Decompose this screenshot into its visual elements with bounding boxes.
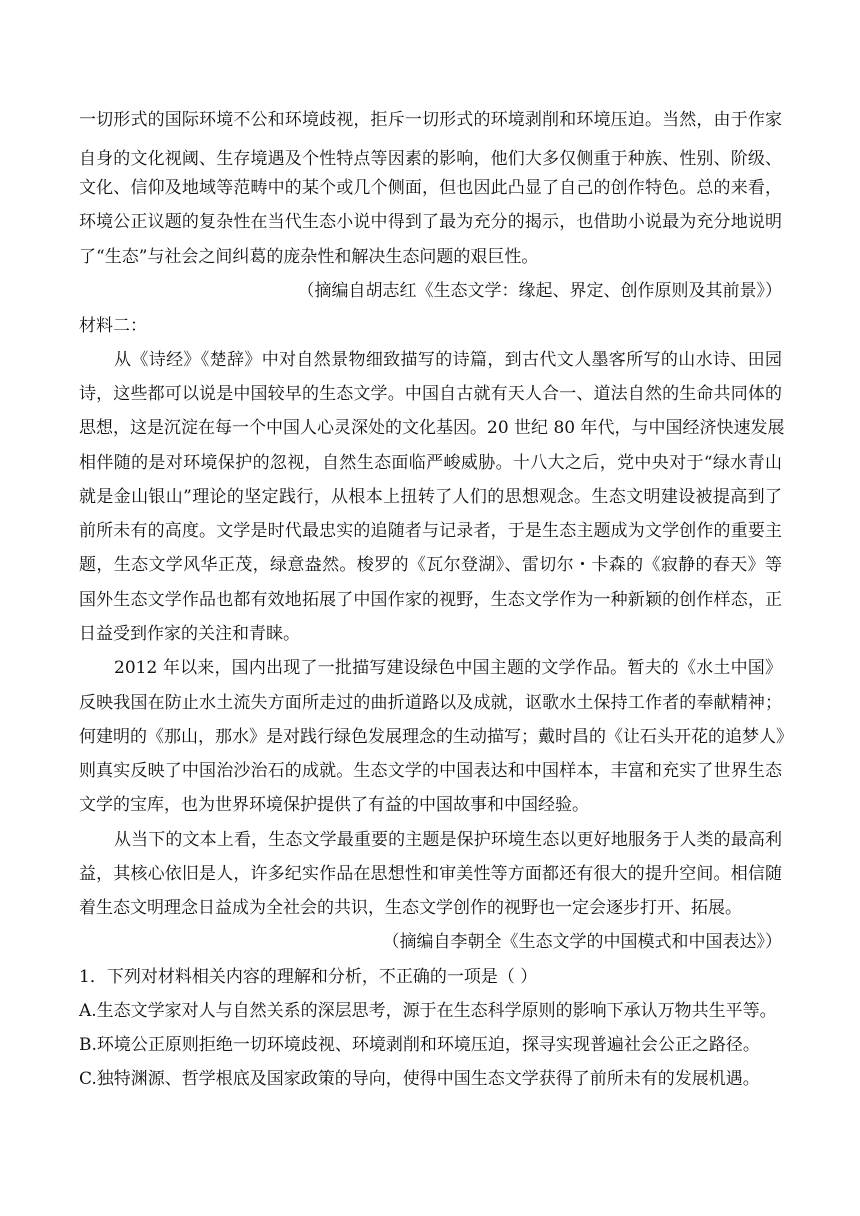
text-line: 了“生态”与社会之间纠葛的庞杂性和解决生态问题的艰巨性。 — [79, 247, 539, 267]
question-option-b: B.环境公正原则拒绝一切环境歧视、环境剥削和环境压迫，探寻实现普遍社会公正之路径。 — [79, 1035, 760, 1055]
text-line: 日益受到作家的关注和青睐。 — [79, 624, 300, 644]
section-label: 材料二： — [79, 316, 147, 336]
text-line: 反映我国在防止水土流失方面所走过的曲折道路以及成就，讴歌水土保持工作者的奉献精神； — [79, 693, 782, 713]
text-line: 从《诗经》《楚辞》中对自然景物细致描写的诗篇，到古代文人墨客所写的山水诗、田园 — [114, 350, 782, 370]
text-line: 相伴随的是对环境保护的忽视，自然生态面临严峻威胁。十八大之后，党中央对于“绿水青山 — [79, 453, 782, 473]
text-line: 国外生态文学作品也都有效地拓展了中国作家的视野，生态文学作为一种新颖的创作样态，正 — [79, 590, 782, 610]
text-line: 一切形式的国际环境不公和环境歧视，拒斥一切形式的环境剥削和环境压迫。当然，由于作家 — [79, 110, 782, 130]
question-stem: 1．下列对材料相关内容的理解和分析，不正确的一项是（ ） — [79, 967, 538, 987]
text-line: 着生态文明理念日益成为全社会的共识，生态文学创作的视野也一定会逐步打开、拓展。 — [79, 898, 742, 918]
text-line: 何建明的《那山，那水》是对践行绿色发展理念的生动描写；戴时昌的《让石头开花的追梦人》 — [79, 727, 793, 747]
source-citation: （摘编自李朝全《生态文学的中国模式和中国表达》） — [382, 932, 782, 952]
question-option-a: A.生态文学家对人与自然关系的深层思考，源于在生态科学原则的影响下承认万物共生平等。 — [79, 1001, 777, 1021]
text-line: 2012 年以来，国内出现了一批描写建设绿色中国主题的文学作品。暂夫的《水土中国》 — [114, 658, 782, 678]
text-line: 文学的宝库，也为世界环境保护提供了有益的中国故事和中国经验。 — [79, 795, 589, 815]
text-line: 思想，这是沉淀在每一个中国人心灵深处的文化基因。20 世纪 80 年代，与中国经济快速发展 — [79, 418, 785, 438]
text-line: 前所未有的高度。文学是时代最忠实的追随者与记录者，于是生态主题成为文学创作的重要主 — [79, 521, 782, 541]
text-line: 环境公正议题的复杂性在当代生态小说中得到了最为充分的揭示，也借助小说最为充分地说明 — [79, 212, 782, 232]
question-option-c: C.独特渊源、哲学根底及国家政策的导向，使得中国生态文学获得了前所未有的发展机遇。 — [79, 1069, 760, 1089]
text-line: 则真实反映了中国治沙治石的成就。生态文学的中国表达和中国样本，丰富和充实了世界生态 — [79, 761, 782, 781]
text-line: 益，其核心依旧是人，许多纪实作品在思想性和审美性等方面都还有很大的提升空间。相信随 — [79, 864, 782, 884]
text-line: 题，生态文学风华正茂，绿意盎然。梭罗的《瓦尔登湖》、雷切尔・卡森的《寂静的春天》等 — [79, 555, 782, 575]
text-line: 文化、信仰及地域等范畴中的某个或几个侧面，但也因此凸显了自己的创作特色。总的来看， — [79, 178, 782, 198]
text-line: 诗，这些都可以说是中国较早的生态文学。中国自古就有天人合一、道法自然的生命共同体的 — [79, 384, 782, 404]
text-line: 就是金山银山”理论的坚定践行，从根本上扭转了人们的思想观念。生态文明建设被提高到了 — [79, 487, 782, 507]
text-line: 自身的文化视阈、生存境遇及个性特点等因素的影响，他们大多仅侧重于种族、性别、阶级、 — [79, 149, 782, 169]
source-citation: （摘编自胡志红《生态文学：缘起、界定、创作原则及其前景》） — [297, 281, 782, 301]
text-line: 从当下的文本上看，生态文学最重要的主题是保护环境生态以更好地服务于人类的最高利 — [114, 830, 782, 850]
